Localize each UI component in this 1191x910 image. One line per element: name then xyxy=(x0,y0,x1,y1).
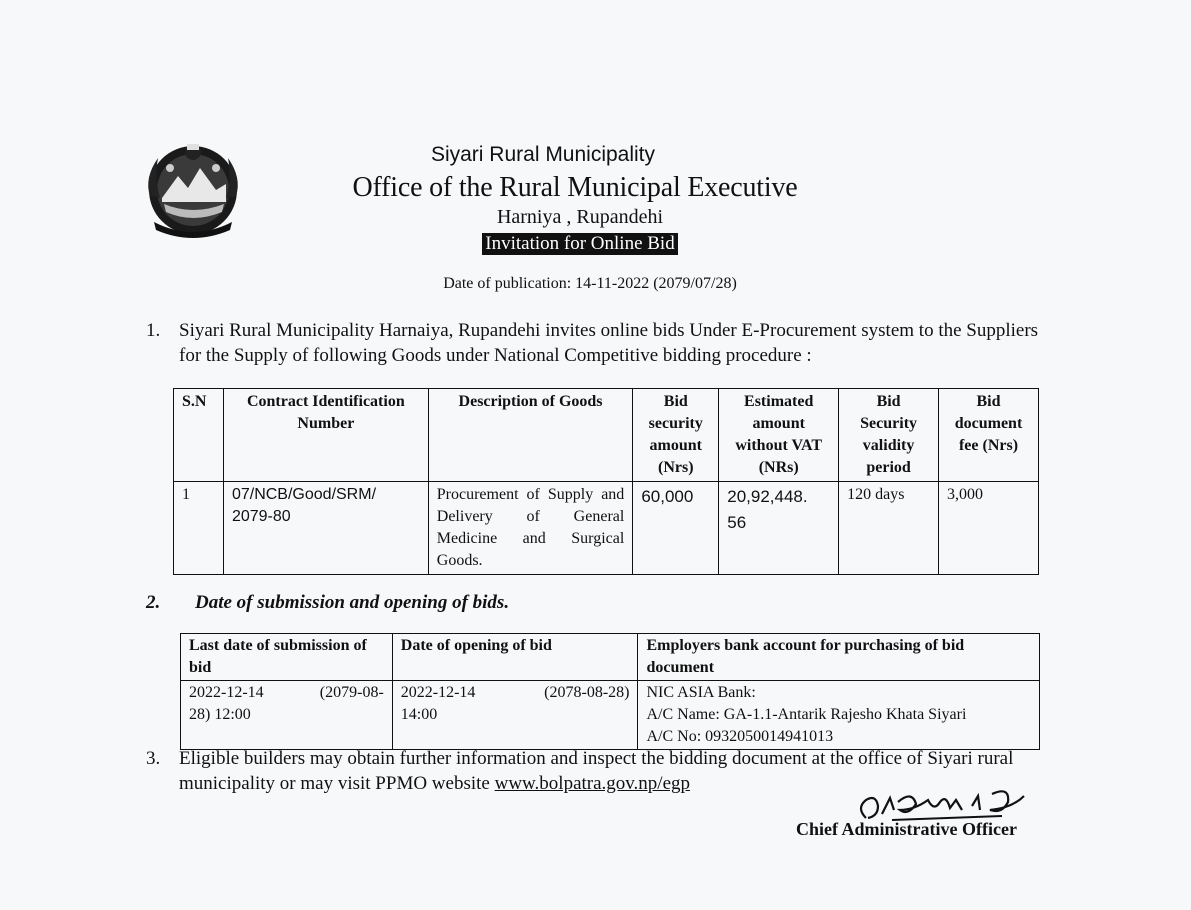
cell-contract-id: 07/NCB/Good/SRM/ 2079-80 xyxy=(223,482,428,575)
header-submission-date: Last date of submission of bid xyxy=(181,634,393,681)
opening-date-ad: 2022-12-14 xyxy=(400,684,476,701)
cell-validity: 120 days xyxy=(839,482,939,575)
cell-submission-date xyxy=(181,681,393,750)
cell-doc-fee: 3,000 xyxy=(939,482,1039,575)
notice-title-wrapper xyxy=(380,233,780,255)
notice-title: Invitation for Online Bid xyxy=(482,233,677,255)
header-opening-date: Date of opening of bid xyxy=(392,634,638,681)
office-name: Office of the Rural Municipal Executive xyxy=(352,172,798,203)
header-validity: Bid Security validity period xyxy=(839,389,939,482)
goods-table xyxy=(173,388,1039,575)
table-row xyxy=(174,482,1039,575)
cell-sn: 1 xyxy=(174,482,224,575)
header-doc-fee: Bid document fee (Nrs) xyxy=(939,389,1039,482)
bid-dates-header xyxy=(181,634,1040,681)
header-bank-account: Employers bank account for purchasing of bid document xyxy=(638,634,1040,681)
section-1-number: 1. xyxy=(146,320,161,341)
header-description: Description of Goods xyxy=(428,389,633,482)
cell-bid-security: 60,000 xyxy=(633,482,719,575)
submission-date-bs: (2079-08- xyxy=(319,684,384,701)
submission-date-rest: 28) 12:00 xyxy=(189,706,251,723)
municipality-name: Siyari Rural Municipality xyxy=(430,143,656,166)
header-sn: S.N xyxy=(174,389,224,482)
nepal-government-emblem-icon xyxy=(140,138,246,238)
table-row xyxy=(181,681,1040,750)
ppmo-website-link[interactable]: www.bolpatra.gov.np/egp xyxy=(494,773,691,794)
opening-time: 14:00 xyxy=(400,706,438,723)
bank-name: NIC ASIA Bank: xyxy=(646,684,756,701)
section-3-number: 3. xyxy=(146,748,161,769)
bank-account-number: A/C No: 0932050014941013 xyxy=(646,728,834,745)
header-contract-id: Contract Identification Number xyxy=(223,389,428,482)
bank-account-name: A/C Name: GA-1.1-Antarik Rajesho Khata Siyari xyxy=(646,706,967,723)
bid-dates-table xyxy=(180,633,1040,750)
cell-estimated-amount: 20,92,448. 56 xyxy=(719,482,839,575)
submission-date-ad: 2022-12-14 xyxy=(189,684,264,701)
section-3-text: Eligible builders may obtain further information and inspect the bidding document at the office of Siyari rural municipality or may visit PPMO website xyxy=(179,748,1014,794)
header-bid-security: Bid security amount (Nrs) xyxy=(633,389,719,482)
goods-table-header xyxy=(174,389,1039,482)
publication-date: Date of publication: 14-11-2022 (2079/07/28) xyxy=(443,275,737,292)
cell-bank-account xyxy=(638,681,1040,750)
office-address: Harniya , Rupandehi xyxy=(496,206,664,228)
section-2-title: Date of submission and opening of bids. xyxy=(195,592,510,613)
signatory-title: Chief Administrative Officer xyxy=(796,819,1017,839)
header-estimated-amount: Estimated amount without VAT (NRs) xyxy=(719,389,839,482)
opening-date-bs: (2078-08-28) xyxy=(544,684,630,701)
section-1-text: Siyari Rural Municipality Harnaiya, Rupandehi invites online bids Under E-Procurement system to the Suppliers for the Supply of following Goods under National Competitive bidding procedure : xyxy=(179,320,1039,366)
cell-description: Procurement of Supply and Delivery of General Medicine and Surgical Goods. xyxy=(428,482,633,575)
cell-opening-date xyxy=(392,681,638,750)
section-2-number: 2. xyxy=(146,592,161,613)
